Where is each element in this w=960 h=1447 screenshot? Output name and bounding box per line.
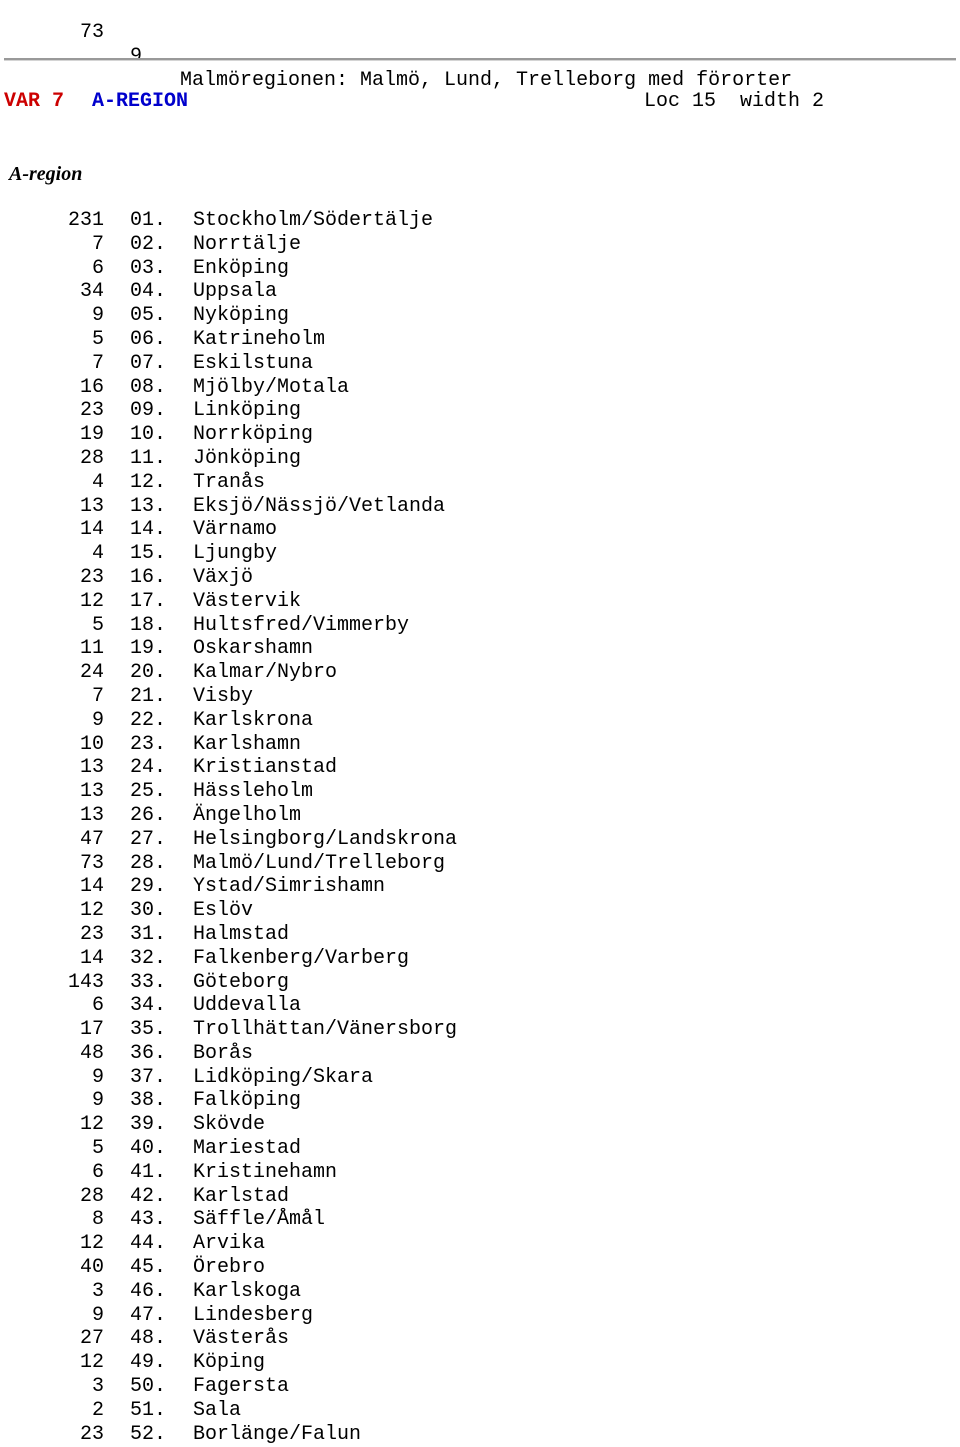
list-item bbox=[0, 423, 600, 447]
list-item bbox=[0, 1066, 600, 1090]
previous-entry-number: 9. bbox=[130, 45, 155, 68]
region-code: 02. bbox=[130, 232, 167, 256]
region-name: Borås bbox=[193, 1041, 254, 1065]
region-code: 25. bbox=[130, 780, 167, 804]
list-item bbox=[0, 280, 600, 304]
region-code: 01. bbox=[130, 209, 167, 232]
list-item bbox=[0, 1256, 600, 1280]
variable-label: VAR 7 bbox=[4, 90, 65, 113]
region-name: Kristianstad bbox=[193, 756, 338, 780]
list-item bbox=[0, 304, 600, 328]
list-item bbox=[0, 923, 600, 947]
region-name: Eslöv bbox=[193, 899, 254, 923]
region-count: 7 bbox=[91, 232, 104, 256]
region-code: 19. bbox=[130, 637, 167, 661]
region-name: Värnamo bbox=[193, 518, 278, 542]
region-name: Tranås bbox=[193, 470, 266, 494]
region-count: 13 bbox=[79, 803, 104, 827]
list-item bbox=[0, 971, 600, 995]
horizontal-divider bbox=[4, 58, 956, 61]
region-count: 16 bbox=[79, 375, 104, 399]
region-name: Örebro bbox=[193, 1256, 266, 1280]
region-count: 3 bbox=[91, 1279, 104, 1303]
region-name: Köping bbox=[193, 1351, 266, 1375]
region-count: 73 bbox=[79, 851, 104, 875]
region-code: 08. bbox=[130, 375, 167, 399]
list-item bbox=[0, 780, 600, 804]
region-code: 47. bbox=[130, 1303, 167, 1327]
list-item bbox=[0, 1113, 600, 1137]
list-item bbox=[0, 209, 600, 233]
list-item bbox=[0, 1089, 600, 1113]
region-code: 17. bbox=[130, 589, 167, 613]
region-count: 3 bbox=[91, 1375, 104, 1399]
region-code: 28. bbox=[130, 851, 167, 875]
list-item bbox=[0, 852, 600, 876]
list-item bbox=[0, 661, 600, 685]
region-count: 4 bbox=[91, 470, 104, 494]
region-count: 7 bbox=[91, 684, 104, 708]
region-code: 38. bbox=[130, 1089, 167, 1113]
region-code: 49. bbox=[130, 1351, 167, 1375]
region-code: 40. bbox=[130, 1137, 167, 1161]
list-item bbox=[0, 1327, 600, 1351]
region-name: Halmstad bbox=[193, 922, 290, 946]
list-item bbox=[0, 1185, 600, 1209]
region-count: 6 bbox=[91, 994, 104, 1018]
region-count: 13 bbox=[79, 780, 104, 804]
region-count: 9 bbox=[91, 304, 104, 328]
list-item bbox=[0, 328, 600, 352]
previous-entry-count: 73 bbox=[79, 21, 104, 44]
region-code: 21. bbox=[130, 684, 167, 708]
list-item bbox=[0, 376, 600, 400]
list-item bbox=[0, 614, 600, 638]
region-name: Kalmar/Nybro bbox=[193, 661, 338, 685]
region-code: 48. bbox=[130, 1327, 167, 1351]
region-count: 7 bbox=[91, 351, 104, 375]
region-name: Hultsfred/Vimmerby bbox=[193, 613, 410, 637]
list-item bbox=[0, 756, 600, 780]
list-item bbox=[0, 947, 600, 971]
region-count: 17 bbox=[79, 1018, 104, 1042]
region-count: 28 bbox=[79, 446, 104, 470]
region-name: Mariestad bbox=[193, 1137, 302, 1161]
region-code: 41. bbox=[130, 1160, 167, 1184]
region-code: 50. bbox=[130, 1375, 167, 1399]
region-code: 16. bbox=[130, 565, 167, 589]
region-code: 31. bbox=[130, 922, 167, 946]
region-code: 26. bbox=[130, 803, 167, 827]
region-name: Fagersta bbox=[193, 1375, 290, 1399]
region-code: 27. bbox=[130, 827, 167, 851]
region-name: Malmö/Lund/Trelleborg bbox=[193, 851, 446, 875]
list-item bbox=[0, 1423, 600, 1447]
region-code: 46. bbox=[130, 1279, 167, 1303]
region-code: 29. bbox=[130, 875, 167, 899]
region-name: Falköping bbox=[193, 1089, 302, 1113]
region-name: Ljungby bbox=[193, 542, 278, 566]
region-count: 40 bbox=[79, 1256, 104, 1280]
region-code: 10. bbox=[130, 423, 167, 447]
region-count: 4 bbox=[91, 542, 104, 566]
region-code: 39. bbox=[130, 1113, 167, 1137]
region-name: Skövde bbox=[193, 1113, 266, 1137]
list-item bbox=[0, 1375, 600, 1399]
region-count: 23 bbox=[79, 1422, 104, 1446]
list-item bbox=[0, 1232, 600, 1256]
region-name: Borlänge/Falun bbox=[193, 1422, 362, 1446]
region-name: Norrtälje bbox=[193, 232, 302, 256]
region-name: Karlskrona bbox=[193, 708, 314, 732]
region-code: 15. bbox=[130, 542, 167, 566]
region-code: 34. bbox=[130, 994, 167, 1018]
list-item bbox=[0, 399, 600, 423]
region-name: Västervik bbox=[193, 589, 302, 613]
region-name: Karlstad bbox=[193, 1184, 290, 1208]
region-name: Lidköping/Skara bbox=[193, 1065, 374, 1089]
region-count: 12 bbox=[79, 899, 104, 923]
region-name: Stockholm/Södertälje bbox=[193, 209, 434, 232]
region-name: Eskilstuna bbox=[193, 351, 314, 375]
region-name: Linköping bbox=[193, 399, 302, 423]
region-code: 18. bbox=[130, 613, 167, 637]
region-count: 9 bbox=[91, 1303, 104, 1327]
region-name: Sala bbox=[193, 1398, 242, 1422]
region-code: 32. bbox=[130, 946, 167, 970]
section-title: A-region bbox=[9, 163, 83, 185]
region-code: 51. bbox=[130, 1398, 167, 1422]
region-count: 23 bbox=[79, 922, 104, 946]
region-name: Karlshamn bbox=[193, 732, 302, 756]
region-count: 14 bbox=[79, 946, 104, 970]
list-item bbox=[0, 257, 600, 281]
region-name: Norrköping bbox=[193, 423, 314, 447]
location-width-info: Loc 15 width 2 bbox=[643, 90, 824, 113]
region-count: 143 bbox=[67, 970, 104, 994]
list-item bbox=[0, 233, 600, 257]
region-code: 44. bbox=[130, 1232, 167, 1256]
region-code: 30. bbox=[130, 899, 167, 923]
region-name: Nyköping bbox=[193, 304, 290, 328]
list-item bbox=[0, 1304, 600, 1328]
region-name: Säffle/Åmål bbox=[193, 1208, 326, 1232]
region-code: 52. bbox=[130, 1422, 167, 1446]
region-count: 14 bbox=[79, 518, 104, 542]
region-name: Växjö bbox=[193, 565, 254, 589]
region-code: 11. bbox=[130, 446, 167, 470]
list-item bbox=[0, 828, 600, 852]
region-name: Västerås bbox=[193, 1327, 290, 1351]
region-name: Uddevalla bbox=[193, 994, 302, 1018]
region-name: Eksjö/Nässjö/Vetlanda bbox=[193, 494, 446, 518]
list-item bbox=[0, 471, 600, 495]
region-code: 23. bbox=[130, 732, 167, 756]
list-item bbox=[0, 495, 600, 519]
region-name: Kristinehamn bbox=[193, 1160, 338, 1184]
region-count: 19 bbox=[79, 423, 104, 447]
region-name: Ystad/Simrishamn bbox=[193, 875, 386, 899]
region-code: 03. bbox=[130, 256, 167, 280]
region-name: Katrineholm bbox=[193, 327, 326, 351]
region-code: 14. bbox=[130, 518, 167, 542]
region-code: 33. bbox=[130, 970, 167, 994]
region-count: 12 bbox=[79, 1351, 104, 1375]
list-item bbox=[0, 542, 600, 566]
region-count: 12 bbox=[79, 1232, 104, 1256]
region-count: 8 bbox=[91, 1208, 104, 1232]
list-item bbox=[0, 733, 600, 757]
region-name: Uppsala bbox=[193, 280, 278, 304]
region-code: 13. bbox=[130, 494, 167, 518]
region-count: 5 bbox=[91, 327, 104, 351]
region-code: 07. bbox=[130, 351, 167, 375]
region-name: Falkenberg/Varberg bbox=[193, 946, 410, 970]
region-count: 27 bbox=[79, 1327, 104, 1351]
list-item bbox=[0, 685, 600, 709]
region-count: 48 bbox=[79, 1041, 104, 1065]
region-count: 11 bbox=[79, 637, 104, 661]
list-item bbox=[0, 1161, 600, 1185]
region-name: Trollhättan/Vänersborg bbox=[193, 1018, 458, 1042]
region-code: 22. bbox=[130, 708, 167, 732]
region-count: 13 bbox=[79, 494, 104, 518]
region-count: 23 bbox=[79, 399, 104, 423]
list-item bbox=[0, 1351, 600, 1375]
variable-header bbox=[4, 89, 824, 115]
region-code: 36. bbox=[130, 1041, 167, 1065]
region-count: 14 bbox=[79, 875, 104, 899]
region-count: 2 bbox=[91, 1398, 104, 1422]
region-name: Ängelholm bbox=[193, 803, 302, 827]
region-frequency-list bbox=[0, 209, 600, 1446]
region-count: 9 bbox=[91, 1065, 104, 1089]
region-name: Helsingborg/Landskrona bbox=[193, 827, 458, 851]
list-item bbox=[0, 875, 600, 899]
region-name: Jönköping bbox=[193, 446, 302, 470]
region-name: Oskarshamn bbox=[193, 637, 314, 661]
list-item bbox=[0, 447, 600, 471]
region-code: 24. bbox=[130, 756, 167, 780]
list-item bbox=[0, 709, 600, 733]
region-count: 231 bbox=[67, 209, 104, 232]
list-item bbox=[0, 1280, 600, 1304]
region-count: 47 bbox=[79, 827, 104, 851]
region-code: 20. bbox=[130, 661, 167, 685]
region-code: 42. bbox=[130, 1184, 167, 1208]
region-count: 24 bbox=[79, 661, 104, 685]
region-code: 06. bbox=[130, 327, 167, 351]
region-code: 43. bbox=[130, 1208, 167, 1232]
region-count: 12 bbox=[79, 589, 104, 613]
variable-name: A-REGION bbox=[92, 90, 189, 113]
list-item bbox=[0, 804, 600, 828]
region-name: Göteborg bbox=[193, 970, 290, 994]
region-count: 5 bbox=[91, 1137, 104, 1161]
region-name: Mjölby/Motala bbox=[193, 375, 350, 399]
region-count: 13 bbox=[79, 756, 104, 780]
region-count: 6 bbox=[91, 1160, 104, 1184]
list-item bbox=[0, 1018, 600, 1042]
region-code: 45. bbox=[130, 1256, 167, 1280]
region-count: 28 bbox=[79, 1184, 104, 1208]
region-code: 05. bbox=[130, 304, 167, 328]
region-count: 6 bbox=[91, 256, 104, 280]
region-code: 37. bbox=[130, 1065, 167, 1089]
region-count: 34 bbox=[79, 280, 104, 304]
list-item bbox=[0, 637, 600, 661]
region-code: 04. bbox=[130, 280, 167, 304]
region-count: 23 bbox=[79, 565, 104, 589]
region-name: Arvika bbox=[193, 1232, 266, 1256]
region-name: Hässleholm bbox=[193, 780, 314, 804]
list-item bbox=[0, 566, 600, 590]
previous-entry-line bbox=[0, 0, 793, 92]
region-name: Karlskoga bbox=[193, 1279, 302, 1303]
region-name: Enköping bbox=[193, 256, 290, 280]
region-count: 9 bbox=[91, 708, 104, 732]
region-count: 9 bbox=[91, 1089, 104, 1113]
region-code: 35. bbox=[130, 1018, 167, 1042]
region-count: 10 bbox=[79, 732, 104, 756]
list-item bbox=[0, 899, 600, 923]
list-item bbox=[0, 1042, 600, 1066]
list-item bbox=[0, 518, 600, 542]
region-name: Lindesberg bbox=[193, 1303, 314, 1327]
list-item bbox=[0, 1399, 600, 1423]
region-count: 5 bbox=[91, 613, 104, 637]
list-item bbox=[0, 352, 600, 376]
list-item bbox=[0, 590, 600, 614]
list-item bbox=[0, 994, 600, 1018]
list-item bbox=[0, 1208, 600, 1232]
previous-entry-name: Malmöregionen: Malmö, Lund, Trelleborg med förorter bbox=[180, 69, 793, 92]
list-item bbox=[0, 1137, 600, 1161]
region-code: 12. bbox=[130, 470, 167, 494]
region-count: 12 bbox=[79, 1113, 104, 1137]
region-code: 09. bbox=[130, 399, 167, 423]
region-name: Visby bbox=[193, 684, 254, 708]
